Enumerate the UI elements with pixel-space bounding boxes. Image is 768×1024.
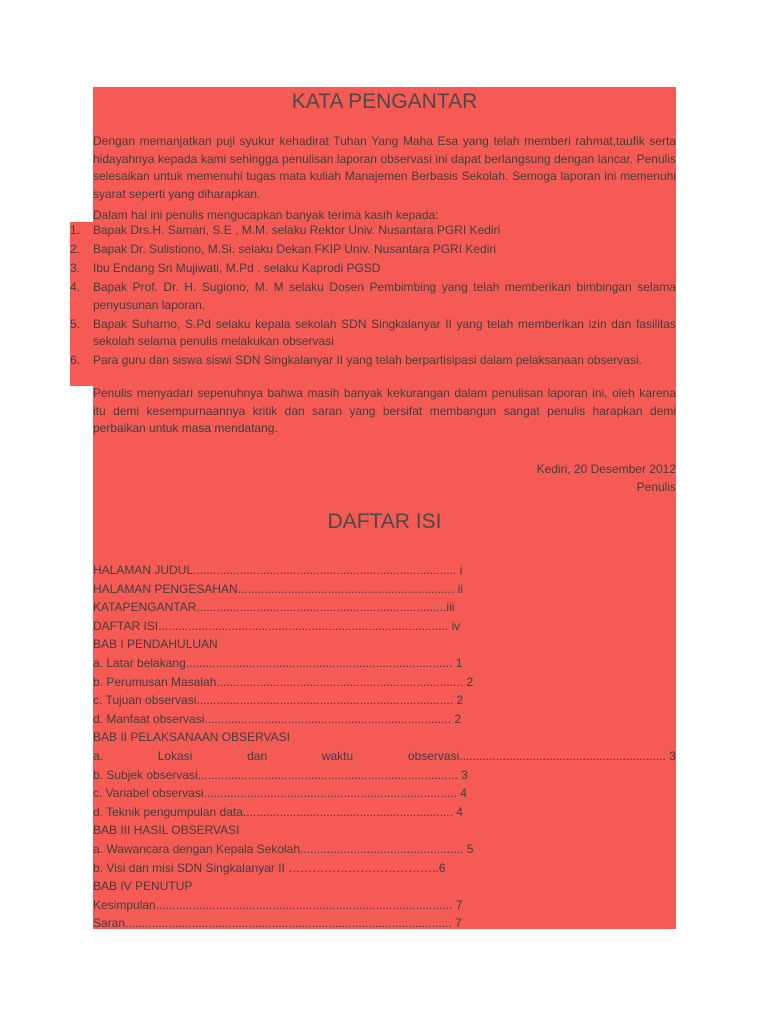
toc-heading: BAB III HASIL OBSERVASI [93,823,240,838]
toc-entry: c. Tujuan observasi............................................................................. 2 [93,693,464,708]
daftar-isi-title: DAFTAR ISI [327,510,442,533]
list-item: 3. Ibu Endang Sri Mujiwati, M.Pd . selaku Kaprodi PGSD [70,260,381,275]
list-item: 5. Bapak Suharno, S.Pd selaku kepala sekolah SDN Singkalanyar II yang telah memberikan izin dan fasilitas sekolah selama penulis melakukan observasi [70,316,676,349]
signature-block [537,461,676,496]
list-item: 4. Bapak Prof. Dr. H. Sugiono, M. M selaku Dosen Pembimbing yang telah memberikan bimbingan selama penyusunan laporan. [70,279,676,312]
toc-entry: d. Teknik pengumpulan data............................................................... 4 [93,804,463,819]
toc-entry: Saran.................................................................................................. 7 [93,916,462,931]
toc-entry: a. Lokasi dan waktu observasi.............................................................. 3 [93,748,676,763]
toc-entry: a. Wawancara dengan Kepala Sekolah................................................. 5 [93,841,474,856]
toc-entry: DAFTAR ISI....................................................................................... iv [93,618,461,633]
toc-entry: KATAPENGANTAR...........................................................................iii [93,600,455,615]
intro-paragraph: Dengan memanjatkan puji syukur kehadirat Tuhan Yang Maha Esa yang telah memberi rahmat,taufik serta hidayahnya kepada kami sehingga penulisan laporan observasi ini dapat berlangsung dengan lancar. Penulis selesaikan untuk memenuhi tugas mata kuliah Manajemen Berbasis Sekolah. Semoga laporan ini memenuhi syarat seperti yang diharapkan. [93,134,676,201]
toc-heading: BAB IV PENUTUP [93,879,193,894]
thanks-list [70,222,676,371]
toc-entry: b. Visi dan misi SDN Singkalanyar II ………………………………..6 [93,860,446,875]
toc-entry: Kesimpulan......................................................................................... 7 [93,897,463,912]
toc-entry: d. Manfaat observasi.......................................................................... 2 [93,711,462,726]
thanks-intro: Dalam hal ini penulis mengucapkan banyak terima kasih kepada: [93,208,439,222]
table-of-contents [93,561,676,933]
toc-heading: BAB II PELAKSANAAN OBSERVASI [93,730,290,745]
toc-entry: b. Subjek observasi.............................................................................. 3 [93,767,468,782]
toc-entry: a. Latar belakang................................................................................ 1 [93,655,463,670]
toc-entry: HALAMAN PENGESAHAN................................................................. ii [93,581,464,596]
closing-paragraph: Penulis menyadari sepenuhnya bahwa masih banyak kekurangan dalam penulisan laporan ini, oleh karena itu demi kesempurnaannya kritik dan saran yang bersifat membangun sangat penulis harapkan demi perbaikan untuk masa mendatang. [93,386,676,436]
document-content [70,87,676,931]
signature: Penulis [636,479,676,494]
kata-pengantar-title: KATA PENGANTAR [291,90,478,113]
toc-entry: c. Variabel observasi............................................................................ 4 [93,786,467,801]
toc-entry: HALAMAN JUDUL............................................................................... i [93,563,463,577]
place-date: Kediri, 20 Desember 2012 [536,462,676,476]
list-item: 2. Bapak Dr. Sulistiono, M.Si. selaku Dekan FKIP Univ. Nusantara PGRI Kediri [70,241,497,256]
toc-heading: BAB I PENDAHULUAN [93,637,218,652]
toc-entry: b. Perumusan Masalah.......................................................................... 2 [93,674,474,689]
list-item: 6. Para guru dan siswa siswi SDN Singkalanyar II yang telah berpartisipasi dalam pelaksanaan observasi. [70,353,642,368]
list-item: 1. Bapak Drs.H. Samari, S.E , M.M. selaku Rektor Univ. Nusantara PGRI Kediri [70,223,501,237]
